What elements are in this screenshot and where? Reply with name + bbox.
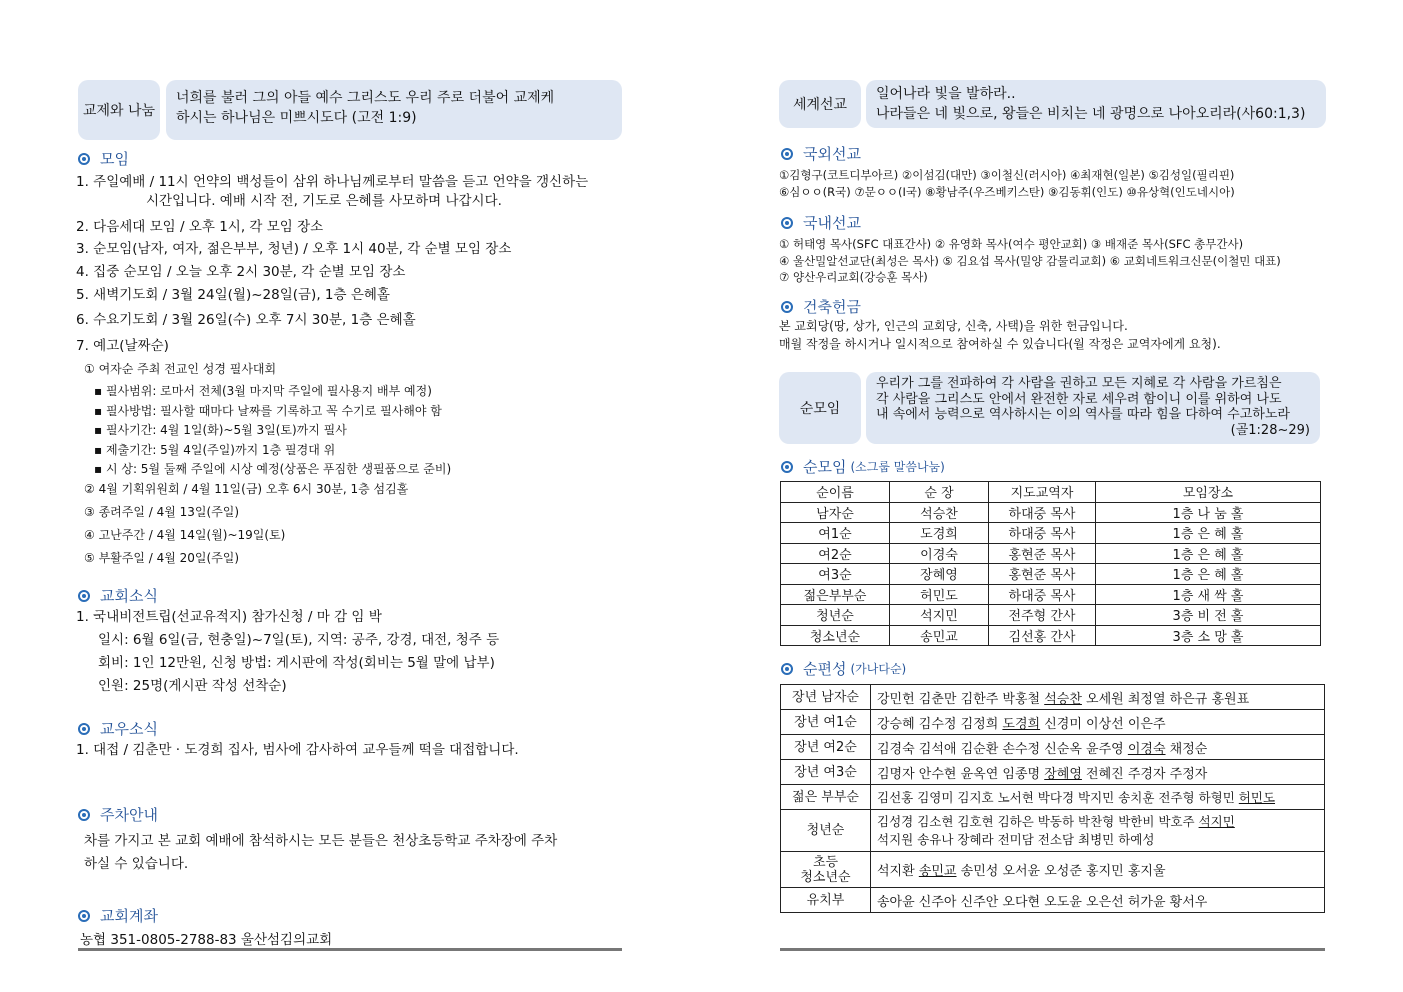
meetings-item2: 2. 다음세대 모임 / 오후 1시, 각 모임 장소: [76, 219, 324, 235]
parking-line1: 차를 가지고 본 교회 예배에 참석하시는 모든 분들은 천상초등학교 주차장에 주차: [84, 833, 558, 849]
table-cell: 허민도: [890, 584, 989, 605]
cell-meeting-title: 순모임: [803, 458, 847, 476]
overseas-line2: ⑥심ㅇㅇ(R국) ⑦문ㅇㅇ(I국) ⑧황남주(우즈베키스탄) ⑨김동휘(인도) ⑩유상혁(인도네시아): [779, 185, 1235, 199]
group-name-line2: 청소년순: [800, 869, 851, 885]
bullet-circle-icon: [781, 461, 793, 473]
church-news-line4: 인원: 25명(게시판 작성 선착순): [98, 678, 287, 694]
table-row: [781, 710, 1325, 735]
building-line2: 매월 작정을 하시거나 일시적으로 참여하실 수 있습니다(월 작정은 교역자에게 요청).: [779, 337, 1221, 351]
members-text: 송민성 오서윤 오성준 홍지민 홍지울: [956, 864, 1166, 879]
meetings-heading: [78, 148, 129, 169]
cell-label-box: [779, 372, 861, 444]
meetings-bullet5: ▪ 시 상: 5월 둘째 주일에 시상 예정(상품은 푸짐한 생필품으로 준비): [94, 462, 452, 476]
table-cell: 하대중 목사: [989, 584, 1096, 605]
bullet-circle-icon: [781, 217, 793, 229]
table-cell: 3층 비 전 홀: [1096, 605, 1321, 626]
table-cell: 남자순: [781, 502, 890, 523]
table-cell: 김선홍 간사: [989, 625, 1096, 646]
building-heading: [781, 296, 861, 317]
bullet-circle-icon: [78, 590, 90, 602]
table-row: [781, 584, 1321, 605]
table-cell: 1층 나 눔 홀: [1096, 502, 1321, 523]
group-name-cell: 장년 남자순: [781, 685, 871, 710]
group-name-cell: [781, 852, 871, 888]
meetings-item1-line2: 시간입니다. 예배 시작 전, 기도로 은혜를 사모하며 나갑시다.: [146, 193, 502, 209]
table-cell: 3층 소 망 홀: [1096, 625, 1321, 646]
table-cell: 청소년순: [781, 625, 890, 646]
members-text: 석지환: [877, 864, 919, 879]
table-row: [781, 760, 1325, 785]
right-bottom-divider: [780, 948, 1325, 951]
meetings-sub2: ② 4월 기획위원회 / 4월 11일(금) 오후 6시 30분, 1층 섬김홀: [84, 482, 409, 496]
cell-verse-line4: (골1:28~29): [1230, 422, 1310, 438]
bullet-circle-icon: [78, 723, 90, 735]
group-name-cell: 장년 여1순: [781, 710, 871, 735]
leader-name: 석승찬: [1044, 691, 1082, 707]
members-cell: [871, 735, 1325, 760]
bullet-circle-icon: [78, 910, 90, 922]
mission-label-box: [779, 80, 861, 128]
overseas-line1: ①김형구(코트디부아르) ②이섬김(대만) ③이철신(러시아) ④최재현(일본) ⑤김성일(필리핀): [779, 168, 1235, 182]
left-bottom-divider: [78, 948, 622, 951]
cell-verse-box: [866, 372, 1320, 444]
table-cell: 여1순: [781, 523, 890, 544]
meetings-item3: 3. 순모임(남자, 여자, 젊은부부, 청년) / 오후 1시 40분, 각 순별 모임 장소: [76, 241, 512, 257]
fellowship-verse-box: [166, 80, 622, 140]
table-row: [781, 852, 1325, 888]
cell-groups-subtitle: (가나다순): [850, 662, 907, 676]
table-cell: 젊은부부순: [781, 584, 890, 605]
domestic-heading: [781, 212, 861, 233]
table-cell: 1층 은 혜 홀: [1096, 523, 1321, 544]
table-header-cell: 순이름: [781, 482, 890, 503]
meetings-sub4: ④ 고난주간 / 4월 14일(월)~19일(토): [84, 528, 286, 542]
table-row: [781, 502, 1321, 523]
table-row: [781, 523, 1321, 544]
members-text: 석지원 송유나 장혜라 전미담 전소담 최병민 하예성: [877, 831, 1155, 847]
members-text: 신경미 이상선 이은주: [1040, 716, 1166, 732]
table-row: [781, 785, 1325, 810]
account-heading: [78, 905, 158, 926]
domestic-line3: ⑦ 양산우리교회(강승훈 목사): [779, 270, 928, 284]
cell-label: 순모임: [799, 401, 841, 417]
church-news-title: 교회소식: [100, 587, 158, 605]
bullet-circle-icon: [78, 153, 90, 165]
table-cell: 전주형 간사: [989, 605, 1096, 626]
table-row: [781, 810, 1325, 852]
table-row: [781, 625, 1321, 646]
table-header-row: [781, 482, 1321, 503]
cell-verse-line2: 각 사람을 그리스도 안에서 완전한 자로 세우려 함이니 이를 위하여 나도: [876, 391, 1282, 407]
leader-name: 장혜영: [1044, 766, 1082, 782]
fellowship-verse-line2: 하시는 하나님은 미쁘시도다 (고전 1:9): [176, 110, 417, 126]
table-row: [781, 543, 1321, 564]
meetings-sub1: ① 여자순 주최 전교인 성경 필사대회: [84, 362, 277, 376]
table-cell: 하대중 목사: [989, 502, 1096, 523]
table-row: [781, 888, 1325, 913]
table-cell: 청년순: [781, 605, 890, 626]
church-news-line1: 1. 국내비전트립(선교유적지) 참가신청 / 마 감 임 박: [76, 609, 382, 625]
members-cell: [871, 710, 1325, 735]
mission-verse-line1: 일어나라 빛을 발하라..: [876, 86, 1016, 102]
members-cell: [871, 685, 1325, 710]
meetings-sub5: ⑤ 부활주일 / 4월 20일(주일): [84, 551, 240, 565]
group-name-cell: 장년 여2순: [781, 735, 871, 760]
group-name-line1: 초등: [812, 854, 839, 870]
cell-verse-line3: 내 속에서 능력으로 역사하시는 이의 역사를 따라 힘을 다하여 수고하노라: [876, 407, 1290, 422]
table-cell: 여2순: [781, 543, 890, 564]
members-text: 오세원 최정열 하은규 홍원표: [1081, 691, 1250, 707]
table-row: [781, 685, 1325, 710]
table-cell: 여3순: [781, 564, 890, 585]
table-cell: 석지민: [890, 605, 989, 626]
members-text: 강민헌 김춘만 김한주 박홍철: [877, 691, 1045, 707]
table-cell: 홍현준 목사: [989, 543, 1096, 564]
table-cell: 석승찬: [890, 502, 989, 523]
account-title: 교회계좌: [100, 907, 158, 925]
fellowship-label-box: [78, 80, 160, 140]
leader-name: 도경희: [1002, 716, 1041, 732]
account-line1: 농협 351-0805-2788-83 울산섬김의교회: [80, 932, 333, 948]
domestic-line1: ① 허태영 목사(SFC 대표간사) ② 유영화 목사(여수 평안교회) ③ 배재준 목사(SFC 총무간사): [779, 237, 1244, 251]
members-cell: [871, 785, 1325, 810]
group-name-cell: 청년순: [781, 810, 871, 852]
overseas-title: 국외선교: [803, 145, 861, 163]
member-news-title: 교우소식: [100, 720, 158, 738]
cell-groups-title: 순편성: [803, 660, 847, 678]
cell-meeting-subtitle: (소그룹 말씀나눔): [850, 460, 945, 474]
leader-name: 석지민: [1198, 813, 1235, 829]
fellowship-label: 교제와 나눔: [82, 103, 156, 119]
meetings-bullet3: ▪ 필사기간: 4월 1일(화)~5월 3일(토)까지 필사: [94, 423, 347, 437]
cell-verse-line1: 우리가 그를 전파하여 각 사람을 권하고 모든 지혜로 각 사람을 가르침은: [876, 376, 1282, 391]
member-news-heading: [78, 718, 158, 739]
leader-name: 허민도: [1238, 790, 1276, 805]
meetings-bullet1: ▪ 필사범위: 로마서 전체(3월 마지막 주일에 필사용지 배부 예정): [94, 384, 432, 398]
building-line1: 본 교회당(땅, 상가, 인근의 교회당, 신축, 사택)을 위한 헌금입니다.: [779, 319, 1128, 333]
table-header-cell: 지도교역자: [989, 482, 1096, 503]
cell-groups-heading: [781, 658, 906, 679]
table-header-cell: 순 장: [890, 482, 989, 503]
parking-title: 주차안내: [100, 806, 158, 824]
meetings-bullet4: ▪ 제출기간: 5월 4일(주일)까지 1층 필경대 위: [94, 443, 336, 457]
meetings-bullet2: ▪ 필사방법: 필사할 때마다 날짜를 기록하고 꼭 수기로 필사해야 함: [94, 404, 442, 418]
table-header-cell: 모임장소: [1096, 482, 1321, 503]
cell-meeting-table: [780, 481, 1321, 646]
domestic-line2: ④ 울산밀알선교단(최성은 목사) ⑤ 김요섭 목사(밀양 감물리교회) ⑥ 교회네트워크신문(이철민 대표): [779, 254, 1281, 268]
church-news-heading: [78, 585, 158, 606]
member-news-line1: 1. 대접 / 김춘만 · 도경희 집사, 범사에 감사하여 교우들께 떡을 대접합니다.: [76, 742, 519, 758]
table-cell: 송민교: [890, 625, 989, 646]
leader-name: 이경숙: [1127, 741, 1166, 757]
church-news-line2: 일시: 6월 6일(금, 현충일)~7일(토), 지역: 공주, 강경, 대전, 청주 등: [98, 632, 500, 648]
parking-heading: [78, 804, 158, 825]
members-cell: [871, 760, 1325, 785]
mission-verse-box: [866, 80, 1326, 128]
bullet-circle-icon: [781, 663, 793, 675]
bullet-circle-icon: [78, 809, 90, 821]
table-cell: 1층 은 혜 홀: [1096, 564, 1321, 585]
members-text: 김경숙 김석애 김순환 손수정 신순옥 윤주영: [877, 741, 1128, 757]
meetings-sub3: ③ 종려주일 / 4월 13일(주일): [84, 505, 240, 519]
overseas-heading: [781, 143, 861, 164]
table-cell: 1층 새 싹 홀: [1096, 584, 1321, 605]
members-text: 송아윤 신주아 신주안 오다현 오도윤 오은선 허가윤 황서우: [877, 894, 1208, 910]
group-name-cell: 젊은 부부순: [781, 785, 871, 810]
table-row: [781, 605, 1321, 626]
group-name-cell: 장년 여3순: [781, 760, 871, 785]
members-text: 김명자 안수현 윤옥연 임종명: [877, 766, 1045, 782]
cell-meeting-heading: [781, 456, 945, 477]
table-row: [781, 564, 1321, 585]
table-cell: 홍현준 목사: [989, 564, 1096, 585]
meetings-item4: 4. 집중 순모임 / 오늘 오후 2시 30분, 각 순별 모임 장소: [76, 264, 406, 280]
table-cell: 하대중 목사: [989, 523, 1096, 544]
bullet-circle-icon: [781, 148, 793, 160]
group-name-cell: 유치부: [781, 888, 871, 913]
table-row: [781, 735, 1325, 760]
mission-verse-line2: 나라들은 네 빛으로, 왕들은 비치는 네 광명으로 나아오리라(사60:1,3): [876, 106, 1306, 122]
meetings-item1-line1: 1. 주일예배 / 11시 언약의 백성들이 삼위 하나님께로부터 말씀을 듣고 언약을 갱신하는: [76, 174, 589, 190]
church-news-line3: 회비: 1인 12만원, 신청 방법: 게시판에 작성(회비는 5월 말에 납부): [98, 655, 495, 671]
domestic-title: 국내선교: [803, 214, 861, 232]
leader-name: 송민교: [918, 864, 957, 879]
fellowship-verse-line1: 너희를 불러 그의 아들 예수 그리스도 우리 주로 더불어 교제케: [176, 90, 555, 106]
mission-label: 세계선교: [792, 97, 848, 113]
members-text: 김성경 김소현 김호현 김하은 박동하 박찬형 박한비 박호주: [877, 813, 1199, 829]
members-cell: [871, 810, 1325, 852]
members-text: 채정순: [1165, 741, 1208, 757]
members-text: 김선홍 김영미 김지호 노서현 박다경 박지민 송치훈 전주형 하형민: [877, 790, 1239, 805]
members-text: 강승혜 김수정 김정희: [877, 716, 1003, 732]
meetings-title: 모임: [100, 150, 129, 168]
meetings-item7: 7. 예고(날짜순): [76, 338, 169, 354]
members-cell: [871, 888, 1325, 913]
meetings-item6: 6. 수요기도회 / 3월 26일(수) 오후 7시 30분, 1층 은혜홀: [76, 312, 416, 328]
cell-groups-table: [780, 684, 1325, 913]
table-cell: 1층 은 혜 홀: [1096, 543, 1321, 564]
bullet-circle-icon: [781, 301, 793, 313]
members-text: 전혜진 주경자 주정자: [1081, 766, 1208, 782]
parking-line2: 하실 수 있습니다.: [84, 856, 189, 872]
building-title: 건축헌금: [803, 298, 861, 316]
table-cell: 도경희: [890, 523, 989, 544]
members-cell: [871, 852, 1325, 888]
table-cell: 장혜영: [890, 564, 989, 585]
table-cell: 이경숙: [890, 543, 989, 564]
meetings-item5: 5. 새벽기도회 / 3월 24일(월)~28일(금), 1층 은혜홀: [76, 287, 390, 303]
